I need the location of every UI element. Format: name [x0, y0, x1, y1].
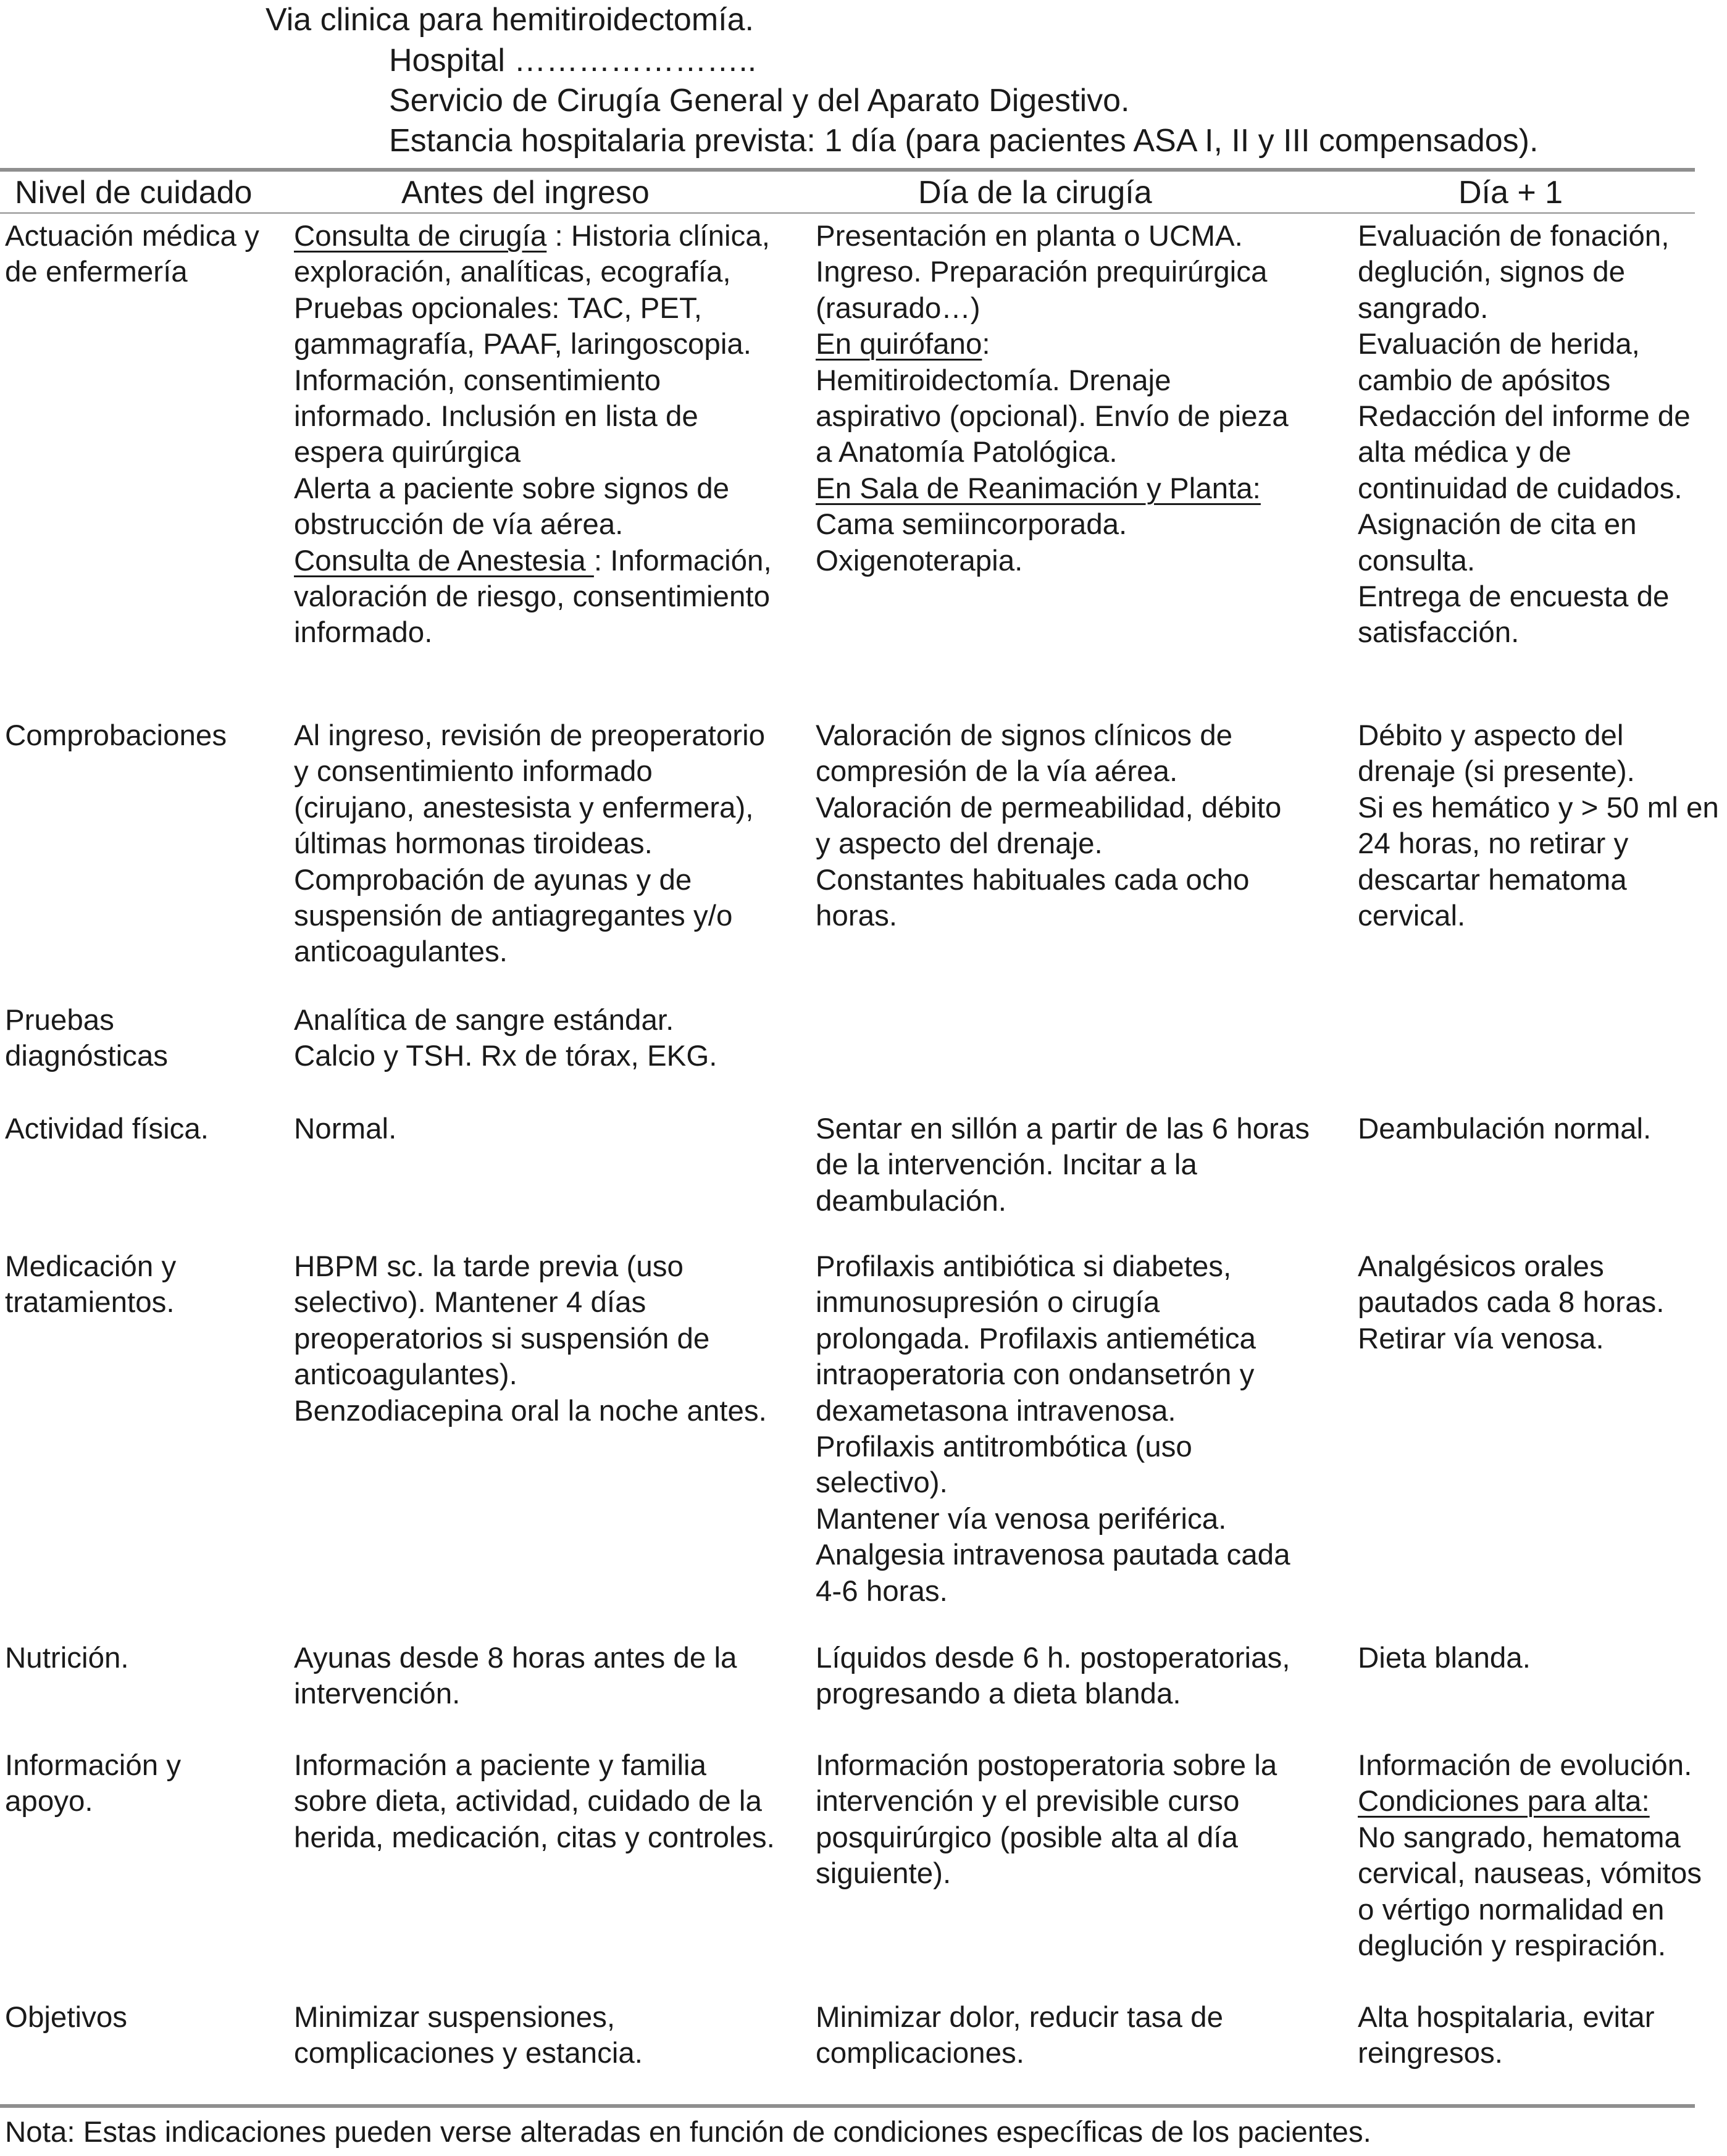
line-text: selectivo). Mantener 4 días: [294, 1286, 646, 1319]
cell-line: [1358, 327, 1691, 362]
surgery-day-cell: [816, 1748, 1277, 1892]
cell-line: apoyo.: [5, 1785, 93, 1818]
line-text: Alerta a paciente sobre signos de: [294, 472, 730, 505]
line-text: Líquidos desde 6 h. postoperatorias,: [816, 1642, 1290, 1674]
cell-line: [294, 1784, 775, 1820]
cell-line: [816, 1537, 1290, 1573]
surgery-day-cell: [816, 1111, 1310, 1219]
header-rule: [0, 212, 1695, 214]
cell-line: [294, 718, 765, 754]
cell-line: [816, 1676, 1290, 1712]
cell-line: [1358, 1249, 1664, 1285]
cell-line: [294, 219, 772, 254]
cell-line: Comprobaciones: [5, 719, 227, 752]
line-text: pautados cada 8 horas.: [1358, 1286, 1665, 1319]
cell-line: [1358, 254, 1691, 290]
cell-line: [294, 1321, 767, 1357]
line-text: a Anatomía Patológica.: [816, 436, 1118, 469]
cell-line: [1358, 507, 1691, 543]
line-text: satisfacción.: [1358, 616, 1520, 650]
cell-line: [1358, 2000, 1655, 2036]
line-text: anticoagulantes.: [294, 935, 508, 969]
line-text: siguiente).: [816, 1857, 951, 1891]
line-text: Minimizar dolor, reducir tasa de: [816, 2001, 1223, 2034]
cell-line: [816, 898, 1281, 934]
cell-line: [816, 1111, 1310, 1147]
day-plus-one-cell: [1358, 1640, 1531, 1676]
cell-line: [294, 898, 765, 934]
cell-line: [1358, 863, 1719, 898]
cell-line: [294, 1393, 767, 1429]
line-text: suspensión de antiagregantes y/o: [294, 900, 733, 933]
line-text: exploración, analíticas, ecografía,: [294, 256, 731, 289]
underlined-text: En quirófano: [816, 328, 982, 361]
line-text: (rasurado…): [816, 291, 981, 325]
cell-line: [816, 1640, 1290, 1676]
line-text: Profilaxis antibiótica si diabetes,: [816, 1250, 1232, 1283]
before-admission-cell: [294, 1111, 396, 1147]
before-admission-cell: [294, 1003, 717, 1075]
cell-line: [816, 327, 1289, 362]
cell-line: [1358, 826, 1719, 862]
line-text: Sentar en sillón a partir de las 6 horas: [816, 1113, 1310, 1145]
row-label: [5, 1748, 181, 1820]
cell-line: [816, 543, 1289, 579]
cell-line: [294, 291, 772, 327]
cell-line: [816, 2036, 1223, 2071]
cell-line: [816, 1574, 1290, 1610]
cell-line: [294, 863, 765, 898]
column-header-before: Antes del ingreso: [401, 175, 650, 211]
line-text: Valoración de signos clínicos de: [816, 719, 1233, 752]
cell-line: [1358, 291, 1691, 327]
before-admission-cell: [294, 2000, 643, 2072]
line-text: complicaciones.: [816, 2037, 1024, 2070]
cell-line: [816, 1393, 1290, 1429]
cell-line: [1358, 1856, 1702, 1892]
column-header-surgery: Día de la cirugía: [918, 175, 1152, 211]
cell-line: [1358, 471, 1691, 507]
cell-line: [816, 1357, 1290, 1393]
cell-line: diagnósticas: [5, 1040, 169, 1073]
line-text: Constantes habituales cada ocho: [816, 863, 1250, 896]
cell-line: [294, 254, 772, 290]
cell-line: [816, 754, 1281, 790]
line-text: informado. Inclusión en lista de: [294, 400, 698, 433]
cell-line: [816, 471, 1289, 507]
cell-line: [816, 1184, 1310, 1219]
line-text: Información a paciente y familia: [294, 1749, 706, 1782]
cell-line: [816, 1321, 1290, 1357]
cell-line: [294, 1820, 775, 1856]
line-text: Al ingreso, revisión de preoperatorio: [294, 719, 766, 752]
line-text: Minimizar suspensiones,: [294, 2001, 616, 2034]
cell-line: [816, 1820, 1277, 1856]
cell-line: [1358, 754, 1719, 790]
line-text: intervención.: [294, 1678, 461, 1711]
before-admission-cell: [294, 1249, 767, 1429]
line-text: Pruebas opcionales: TAC, PET,: [294, 291, 702, 325]
day-plus-one-cell: [1358, 1249, 1664, 1357]
cell-line: [1358, 1640, 1531, 1676]
cell-line: Pruebas: [5, 1004, 114, 1037]
before-admission-cell: [294, 1640, 737, 1713]
underlined-text: Condiciones para alta:: [1358, 1785, 1650, 1818]
line-text: Ingreso. Preparación prequirúrgica: [816, 256, 1268, 289]
line-text: : Historia clínica,: [546, 220, 770, 253]
cell-line: [294, 754, 765, 790]
cell-line: [1358, 399, 1691, 435]
cell-line: [294, 471, 772, 507]
cell-line: [294, 615, 772, 651]
surgery-day-cell: [816, 219, 1289, 579]
line-text: horas.: [816, 900, 898, 933]
line-text: espera quirúrgica: [294, 436, 521, 469]
cell-line: [294, 1003, 717, 1038]
cell-line: [1358, 790, 1719, 826]
line-text: Mantener vía venosa periférica.: [816, 1502, 1227, 1536]
cell-line: [816, 1429, 1290, 1465]
hospital-line: Hospital …………………..: [389, 43, 757, 78]
cell-line: [816, 1856, 1277, 1892]
row-label: [5, 718, 227, 754]
line-text: Profilaxis antitrombótica (uso: [816, 1431, 1192, 1464]
line-text: Evaluación de herida,: [1358, 328, 1640, 361]
line-text: intraoperatoria con ondansetrón y: [816, 1358, 1255, 1392]
cell-line: [294, 1038, 717, 1074]
line-text: Débito y aspecto del: [1358, 719, 1624, 752]
cell-line: [294, 1249, 767, 1285]
cell-line: [816, 507, 1289, 543]
before-admission-cell: [294, 219, 772, 651]
line-text: Asignación de cita en: [1358, 508, 1637, 541]
line-text: aspirativo (opcional). Envío de pieza: [816, 400, 1289, 433]
line-text: deglución y respiración.: [1358, 1929, 1666, 1963]
day-plus-one-cell: [1358, 1748, 1702, 1964]
line-text: Alta hospitalaria, evitar: [1358, 2001, 1655, 2034]
day-plus-one-cell: [1358, 219, 1691, 651]
line-text: deambulación.: [816, 1184, 1006, 1218]
row-label: [5, 219, 259, 291]
cell-line: [816, 1465, 1290, 1501]
line-text: Hemitiroidectomía. Drenaje: [816, 364, 1171, 397]
line-text: cervical.: [1358, 900, 1466, 933]
line-text: Presentación en planta o UCMA.: [816, 220, 1243, 253]
cell-line: [816, 1784, 1277, 1820]
line-text: cambio de apósitos: [1358, 364, 1611, 397]
line-text: Cama semiincorporada.: [816, 508, 1127, 541]
line-text: sangrado.: [1358, 291, 1489, 325]
line-text: :: [982, 328, 990, 361]
line-text: Benzodiacepina oral la noche antes.: [294, 1394, 767, 1427]
line-text: Oxigenoterapia.: [816, 544, 1023, 577]
cell-line: [1358, 1321, 1664, 1357]
before-admission-cell: [294, 1748, 775, 1856]
cell-line: [816, 363, 1289, 399]
line-text: continuidad de cuidados.: [1358, 472, 1683, 505]
cell-line: de enfermería: [5, 256, 188, 289]
cell-line: [1358, 1892, 1702, 1928]
line-text: descartar hematoma: [1358, 863, 1627, 896]
cell-line: [1358, 435, 1691, 470]
service-line: Servicio de Cirugía General y del Aparato Digestivo.: [389, 83, 1130, 119]
day-plus-one-cell: [1358, 2000, 1655, 2072]
line-text: sobre dieta, actividad, cuidado de la: [294, 1785, 762, 1818]
cell-line: [816, 1147, 1310, 1183]
cell-line: [294, 579, 772, 615]
document-title: Via clinica para hemitiroidectomía.: [266, 2, 754, 38]
line-text: obstrucción de vía aérea.: [294, 508, 624, 541]
cell-line: [1358, 898, 1719, 934]
cell-line: Medicación y: [5, 1250, 177, 1283]
cell-line: Objetivos: [5, 2001, 128, 2034]
line-text: Información, consentimiento: [294, 364, 661, 397]
line-text: Calcio y TSH. Rx de tórax, EKG.: [294, 1040, 717, 1073]
line-text: Si es hemático y > 50 ml en: [1358, 791, 1719, 824]
top-rule: [0, 168, 1695, 172]
line-text: gammagrafía, PAAF, laringoscopia.: [294, 328, 752, 361]
cell-line: [816, 863, 1281, 898]
cell-line: [1358, 1285, 1664, 1321]
line-text: de la intervención. Incitar a la: [816, 1148, 1197, 1182]
line-text: Retirar vía venosa.: [1358, 1322, 1604, 1355]
cell-line: Actividad física.: [5, 1113, 209, 1145]
cell-line: [294, 435, 772, 470]
line-text: Evaluación de fonación,: [1358, 220, 1670, 253]
line-text: complicaciones y estancia.: [294, 2037, 643, 2070]
cell-line: [294, 1748, 775, 1784]
surgery-day-cell: [816, 718, 1281, 934]
row-label: [5, 1111, 209, 1147]
before-admission-cell: [294, 718, 765, 971]
line-text: 24 horas, no retirar y: [1358, 827, 1629, 861]
cell-line: [1358, 579, 1691, 615]
cell-line: [1358, 2036, 1655, 2071]
cell-line: [816, 435, 1289, 470]
day-plus-one-cell: [1358, 1111, 1651, 1147]
cell-line: [816, 718, 1281, 754]
cell-line: [294, 327, 772, 362]
cell-line: [294, 2000, 643, 2036]
cell-line: [816, 399, 1289, 435]
cell-line: [294, 1640, 737, 1676]
cell-line: [294, 826, 765, 862]
line-text: Información de evolución.: [1358, 1749, 1692, 1782]
cell-line: [1358, 543, 1691, 579]
line-text: Ayunas desde 8 horas antes de la: [294, 1642, 737, 1674]
line-text: alta médica y de: [1358, 436, 1571, 469]
cell-line: [294, 934, 765, 970]
line-text: No sangrado, hematoma: [1358, 1821, 1681, 1854]
column-header-level: Nivel de cuidado: [15, 175, 253, 211]
cell-line: [1358, 219, 1691, 254]
cell-line: Nutrición.: [5, 1642, 129, 1674]
line-text: reingresos.: [1358, 2037, 1503, 2070]
cell-line: [816, 254, 1289, 290]
line-text: Normal.: [294, 1113, 397, 1145]
line-text: prolongada. Profilaxis antiemética: [816, 1322, 1256, 1355]
cell-line: [1358, 1820, 1702, 1856]
line-text: Comprobación de ayunas y de: [294, 863, 692, 896]
cell-line: [1358, 363, 1691, 399]
cell-line: [816, 1249, 1290, 1285]
surgery-day-cell: [816, 1640, 1290, 1713]
line-text: inmunosupresión o cirugía: [816, 1286, 1160, 1319]
line-text: Redacción del informe de: [1358, 400, 1691, 433]
line-text: últimas hormonas tiroideas.: [294, 827, 653, 861]
stay-line: Estancia hospitalaria prevista: 1 día (para pacientes ASA I, II y III compensados).: [389, 123, 1539, 159]
cell-line: [816, 1285, 1290, 1321]
cell-line: [1358, 1784, 1702, 1820]
cell-line: [1358, 1928, 1702, 1964]
cell-line: Actuación médica y: [5, 220, 259, 253]
cell-line: [816, 2000, 1223, 2036]
cell-line: [816, 219, 1289, 254]
footnote: Nota: Estas indicaciones pueden verse alteradas en función de condiciones específicas de los pacientes.: [5, 2116, 1371, 2149]
line-text: HBPM sc. la tarde previa (uso: [294, 1250, 684, 1283]
line-text: y consentimiento informado: [294, 755, 653, 788]
line-text: Información postoperatoria sobre la: [816, 1749, 1277, 1782]
cell-line: [294, 1111, 396, 1147]
line-text: Entrega de encuesta de: [1358, 580, 1670, 614]
line-text: Dieta blanda.: [1358, 1642, 1531, 1674]
day-plus-one-cell: [1358, 718, 1719, 934]
cell-line: [294, 1676, 737, 1712]
underlined-text: Consulta de Anestesia: [294, 544, 594, 577]
row-label: [5, 1249, 176, 1321]
cell-line: [1358, 1111, 1651, 1147]
line-text: Analgesia intravenosa pautada cada: [816, 1539, 1290, 1572]
cell-line: [1358, 615, 1691, 651]
line-text: deglución, signos de: [1358, 256, 1626, 289]
cell-line: [294, 1357, 767, 1393]
cell-line: [816, 790, 1281, 826]
cell-line: [294, 1285, 767, 1321]
line-text: anticoagulantes).: [294, 1358, 517, 1392]
cell-line: [294, 363, 772, 399]
cell-line: [816, 291, 1289, 327]
row-label: [5, 1640, 129, 1676]
underlined-text: En Sala de Reanimación y Planta:: [816, 472, 1261, 505]
line-text: Deambulación normal.: [1358, 1113, 1652, 1145]
line-text: (cirujano, anestesista y enfermera),: [294, 791, 754, 824]
line-text: Valoración de permeabilidad, débito: [816, 791, 1282, 824]
line-text: consulta.: [1358, 544, 1476, 577]
cell-line: [816, 1748, 1277, 1784]
line-text: 4-6 horas.: [816, 1574, 948, 1608]
line-text: Analgésicos orales: [1358, 1250, 1604, 1283]
line-text: valoración de riesgo, consentimiento: [294, 580, 770, 614]
line-text: preoperatorios si suspensión de: [294, 1322, 710, 1355]
cell-line: [294, 543, 772, 579]
cell-line: [816, 826, 1281, 862]
line-text: compresión de la vía aérea.: [816, 755, 1178, 788]
cell-line: Información y: [5, 1749, 182, 1782]
line-text: o vértigo normalidad en: [1358, 1893, 1665, 1926]
line-text: dexametasona intravenosa.: [816, 1394, 1176, 1427]
underlined-text: Consulta de cirugía: [294, 220, 547, 253]
cell-line: [1358, 1748, 1702, 1784]
line-text: y aspecto del drenaje.: [816, 827, 1103, 861]
line-text: : Información,: [593, 544, 772, 577]
cell-line: [294, 790, 765, 826]
line-text: informado.: [294, 616, 433, 650]
cell-line: tratamientos.: [5, 1286, 175, 1319]
line-text: posquirúrgico (posible alta al día: [816, 1821, 1238, 1854]
cell-line: [816, 1502, 1290, 1537]
line-text: selectivo).: [816, 1466, 948, 1500]
cell-line: [294, 2036, 643, 2071]
line-text: drenaje (si presente).: [1358, 755, 1635, 788]
surgery-day-cell: [816, 1249, 1290, 1610]
line-text: cervical, nauseas, vómitos: [1358, 1857, 1702, 1891]
line-text: Analítica de sangre estándar.: [294, 1004, 674, 1037]
line-text: progresando a dieta blanda.: [816, 1678, 1181, 1711]
row-label: [5, 2000, 127, 2036]
surgery-day-cell: [816, 2000, 1223, 2072]
line-text: herida, medicación, citas y controles.: [294, 1821, 775, 1854]
cell-line: [1358, 718, 1719, 754]
bottom-rule: [0, 2104, 1695, 2108]
row-label: [5, 1003, 168, 1075]
line-text: intervención y el previsible curso: [816, 1785, 1240, 1818]
cell-line: [294, 399, 772, 435]
cell-line: [294, 507, 772, 543]
column-header-day1: Día + 1: [1458, 175, 1563, 211]
